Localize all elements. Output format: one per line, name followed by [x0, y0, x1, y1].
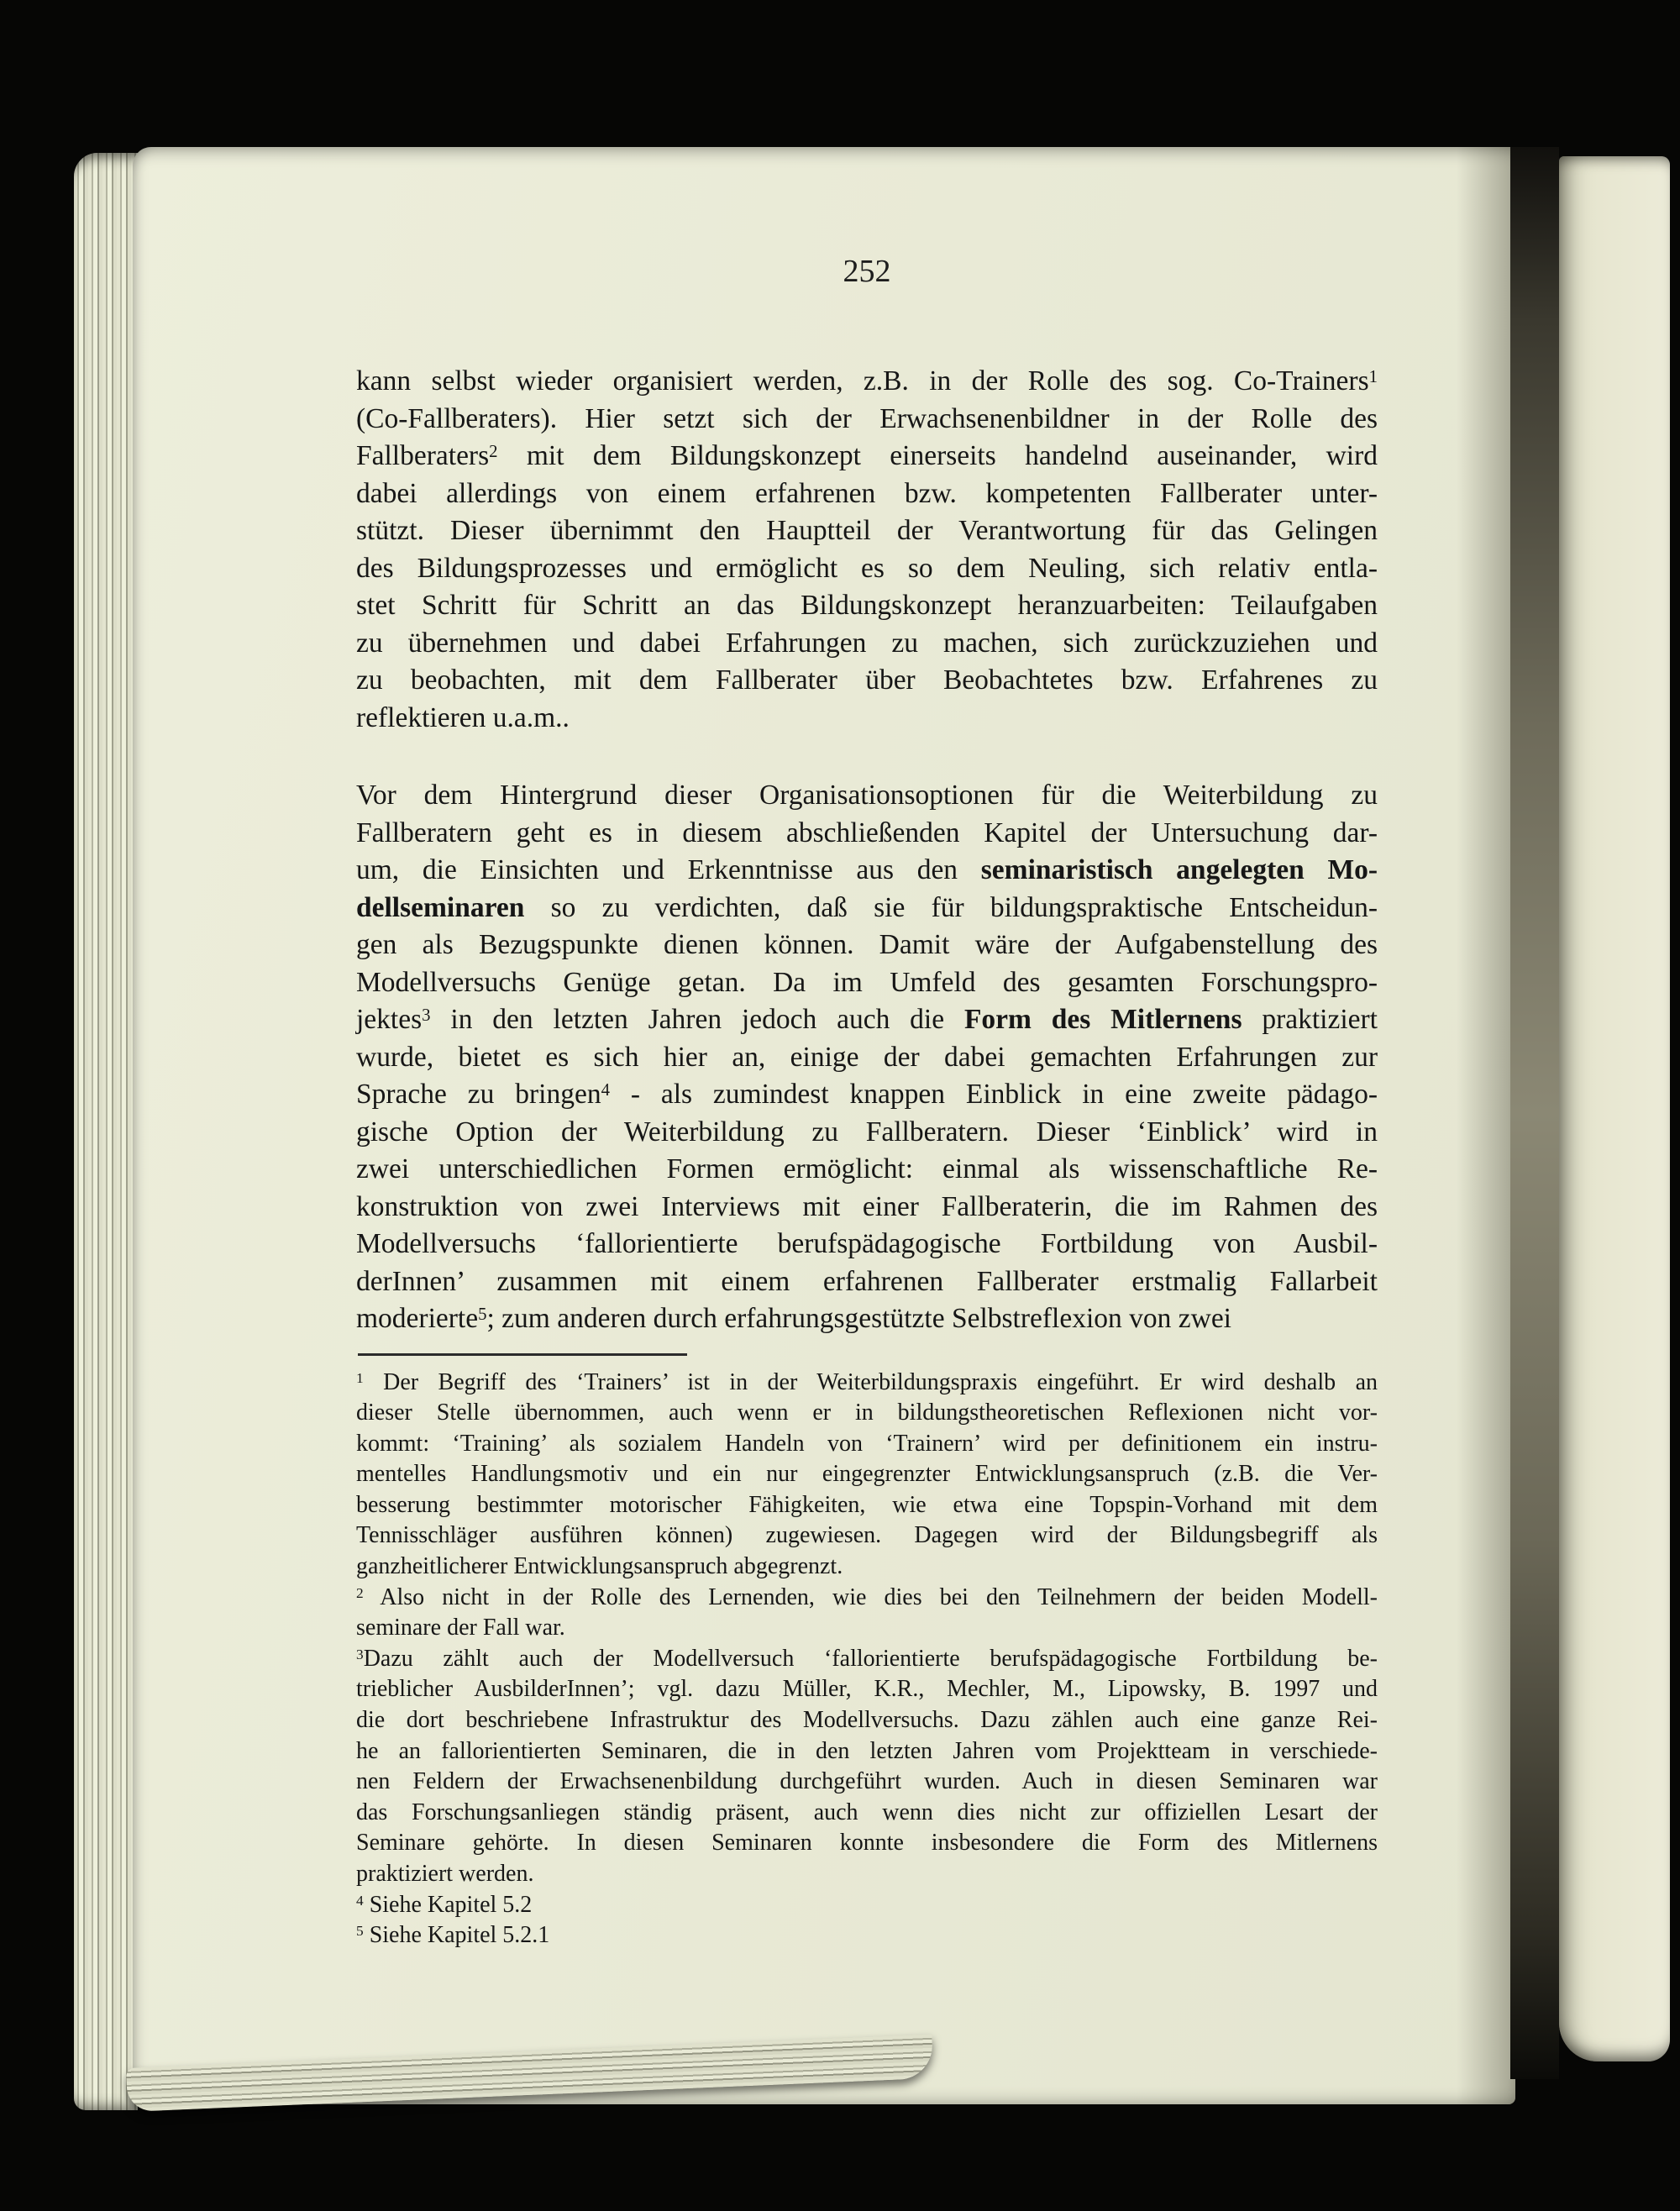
text-line	[356, 1189, 1378, 1226]
text-segment: so zu verdichten, daß sie für bildungspraktische Entscheidun-	[524, 891, 1378, 923]
text-segment: gische Option der Weiterbildung zu Fallberatern. Dieser ‘Einblick’ wird in	[356, 1116, 1378, 1148]
footnote-marker: 1	[1368, 366, 1378, 386]
text-line	[356, 1798, 1378, 1829]
text-segment: zu beobachten, mit dem Fallberater über Beobachtetes bzw. Erfahrenes zu	[356, 664, 1378, 696]
text-segment: seminaristisch angelegten Mo-	[980, 854, 1378, 885]
text-line	[356, 1583, 1378, 1614]
text-line	[356, 550, 1378, 588]
text-line	[356, 1368, 1378, 1399]
text-line	[356, 1300, 1378, 1338]
text-flow	[356, 363, 1378, 1951]
text-line	[356, 1429, 1378, 1460]
text-line	[356, 438, 1378, 475]
page-edge-stack-left	[74, 153, 138, 2110]
text-line	[356, 1151, 1378, 1189]
page-number: 252	[843, 254, 891, 289]
text-line	[356, 1114, 1378, 1152]
text-line	[356, 964, 1378, 1002]
body-paragraph	[356, 777, 1378, 1338]
text-segment: mentelles Handlungsmotiv und ein nur eingegrenzter Entwicklungsanspruch (z.B. die Ver-	[356, 1461, 1378, 1488]
body-paragraph	[356, 363, 1378, 737]
footnote	[356, 1890, 1378, 1921]
right-page-edge	[1559, 156, 1670, 2061]
text-line	[356, 1613, 1378, 1644]
footnote-marker: 3	[356, 1646, 364, 1663]
text-segment: dieser Stelle übernommen, auch wenn er in bildungstheoretischen Reflexionen nicht vor-	[356, 1400, 1378, 1426]
text-segment: moderierte	[356, 1303, 479, 1334]
text-segment: Siehe Kapitel 5.2	[363, 1891, 533, 1918]
text-segment: besserung bestimmter motorischer Fähigkeiten, wie etwa eine Topspin-Vorhand mit dem	[356, 1491, 1378, 1518]
text-segment: Dazu zählt auch der Modellversuch ‘fallorientierte berufspädagogische Fortbildung be-	[363, 1645, 1378, 1672]
text-segment: das Forschungsanliegen ständig präsent, auch wenn dies nicht zur offiziellen Lesart der	[356, 1799, 1378, 1825]
footnote	[356, 1368, 1378, 1583]
text-segment: Modellversuchs ‘fallorientierte berufspädagogische Fortbildung von Ausbil-	[356, 1228, 1378, 1259]
text-line	[356, 475, 1378, 513]
text-segment: kann selbst wieder organisiert werden, z.B. in der Rolle des sog. Co-Trainers	[356, 365, 1369, 397]
footnote-marker: 3	[422, 1005, 431, 1025]
body-text	[356, 363, 1378, 1338]
text-segment: seminare der Fall war.	[356, 1615, 565, 1641]
footnote-rule	[358, 1353, 687, 1356]
book-gutter	[1510, 147, 1559, 2079]
text-line	[356, 625, 1378, 663]
text-line	[356, 890, 1378, 927]
text-line	[356, 1920, 1378, 1951]
text-line	[356, 363, 1378, 401]
text-line	[356, 662, 1378, 700]
text-line	[356, 1263, 1378, 1301]
text-line	[356, 815, 1378, 853]
text-line	[356, 1767, 1378, 1798]
footnote	[356, 1920, 1378, 1951]
text-segment: des Bildungsprozesses und ermöglicht es so dem Neuling, sich relativ entla-	[356, 552, 1378, 584]
text-segment: Tennisschläger ausführen können) zugewiesen. Dagegen wird der Bildungsbegriff als	[356, 1522, 1378, 1549]
text-segment: derInnen’ zusammen mit einem erfahrenen Fallberater erstmalig Fallarbeit	[356, 1265, 1378, 1297]
footnote-marker: 4	[356, 1892, 364, 1909]
text-line	[356, 700, 1378, 738]
footnote	[356, 1583, 1378, 1644]
text-segment: Modellversuchs Genüge getan. Da im Umfeld des gesamten Forschungspro-	[356, 966, 1378, 998]
text-segment: konstruktion von zwei Interviews mit einer Fallberaterin, die im Rahmen des	[356, 1190, 1378, 1222]
text-segment: stet Schritt für Schritt an das Bildungskonzept heranzuarbeiten: Teilaufgaben	[356, 590, 1378, 621]
text-segment: (Co-Fallberaters). Hier setzt sich der Erwachsenenbildner in der Rolle des	[356, 402, 1378, 434]
footnote-marker: 5	[478, 1304, 487, 1324]
text-segment: Sprache zu bringen	[356, 1079, 601, 1110]
text-line	[356, 401, 1378, 439]
text-line	[356, 587, 1378, 625]
text-segment: Der Begriff des ‘Trainers’ ist in der Weiterbildungspraxis eingeführt. Er wird deshalb an	[363, 1368, 1378, 1395]
text-segment: Fallberaters	[356, 440, 490, 471]
text-segment: he an fallorientierten Seminaren, die in den letzten Jahren vom Projektteam in verschiede-	[356, 1737, 1378, 1764]
text-segment: wurde, bietet es sich hier an, einige der dabei gemachten Erfahrungen zur	[356, 1041, 1378, 1073]
footnote-marker: 2	[356, 1584, 364, 1601]
text-line	[356, 1039, 1378, 1077]
text-segment: Fallberatern geht es in diesem abschließenden Kapitel der Untersuchung dar-	[356, 817, 1378, 848]
text-segment: Also nicht in der Rolle des Lernenden, wie dies bei den Teilnehmern der beiden Modell-	[363, 1583, 1378, 1610]
footnote-marker: 4	[601, 1079, 610, 1100]
text-line	[356, 777, 1378, 815]
text-segment: Vor dem Hintergrund dieser Organisationsoptionen für die Weiterbildung zu	[356, 780, 1378, 811]
text-segment: ; zum anderen durch erfahrungsgestützte Selbstreflexion von zwei	[486, 1303, 1231, 1334]
text-segment: zwei unterschiedlichen Formen ermöglicht: einmal als wissenschaftliche Re-	[356, 1153, 1378, 1184]
footnote	[356, 1644, 1378, 1890]
footnote-marker: 2	[489, 441, 498, 461]
text-segment: stützt. Dieser übernimmt den Hauptteil der Verantwortung für das Gelingen	[356, 515, 1378, 546]
text-line	[356, 1705, 1378, 1736]
text-segment: Form des Mitlernens	[963, 1004, 1242, 1035]
text-segment: gen als Bezugspunkte dienen können. Damit wäre der Aufgabenstellung des	[356, 929, 1378, 960]
text-line	[356, 1859, 1378, 1890]
text-segment: praktiziert	[1242, 1004, 1378, 1035]
text-segment: dellseminaren	[356, 891, 525, 923]
text-line	[356, 1890, 1378, 1921]
text-segment: jektes	[356, 1004, 423, 1035]
text-segment: dabei allerdings von einem erfahrenen bzw. kompetenten Fallberater unter-	[356, 477, 1378, 509]
text-line	[356, 1736, 1378, 1767]
text-segment: praktiziert werden.	[356, 1861, 534, 1887]
text-line	[356, 1520, 1378, 1552]
footnotes-section	[356, 1368, 1378, 1951]
text-segment: Siehe Kapitel 5.2.1	[363, 1922, 550, 1949]
text-segment: kommt: ‘Training’ als sozialem Handeln von ‘Trainern’ wird per definitionem ein instru-	[356, 1430, 1378, 1457]
text-line	[356, 1398, 1378, 1429]
text-segment: reflektieren u.a.m..	[356, 701, 570, 733]
text-segment: nen Feldern der Erwachsenenbildung durchgeführt wurden. Auch in diesen Seminaren war	[356, 1768, 1378, 1795]
text-line	[356, 1001, 1378, 1039]
text-line	[356, 1828, 1378, 1859]
text-segment: mit dem Bildungskonzept einerseits handelnd auseinander, wird	[497, 440, 1378, 471]
text-segment: in den letzten Jahren jedoch auch die	[430, 1004, 964, 1035]
text-line	[356, 852, 1378, 890]
text-segment: um, die Einsichten und Erkenntnisse aus den	[356, 854, 981, 885]
text-line	[356, 1552, 1378, 1583]
text-line	[356, 1076, 1378, 1114]
footnote-marker: 1	[356, 1369, 364, 1386]
footnote-marker: 5	[356, 1923, 364, 1940]
text-line	[356, 1644, 1378, 1675]
text-segment: die dort beschriebene Infrastruktur des Modellversuchs. Dazu zählen auch eine ganze Rei-	[356, 1707, 1378, 1734]
text-line	[356, 1459, 1378, 1490]
text-segment: trieblicher AusbilderInnen’; vgl. dazu Müller, K.R., Mechler, M., Lipowsky, B. 1997 und	[356, 1676, 1378, 1703]
text-line	[356, 1226, 1378, 1263]
text-segment: - als zumindest knappen Einblick in eine zweite pädago-	[609, 1079, 1378, 1110]
text-line	[356, 1490, 1378, 1521]
text-line	[356, 1674, 1378, 1705]
text-line	[356, 927, 1378, 964]
text-segment: Seminare gehörte. In diesen Seminaren konnte insbesondere die Form des Mitlernens	[356, 1830, 1378, 1857]
text-segment: zu übernehmen und dabei Erfahrungen zu machen, sich zurückzuziehen und	[356, 627, 1378, 659]
text-segment: ganzheitlicherer Entwicklungsanspruch abgegrenzt.	[356, 1553, 843, 1580]
text-line	[356, 512, 1378, 550]
